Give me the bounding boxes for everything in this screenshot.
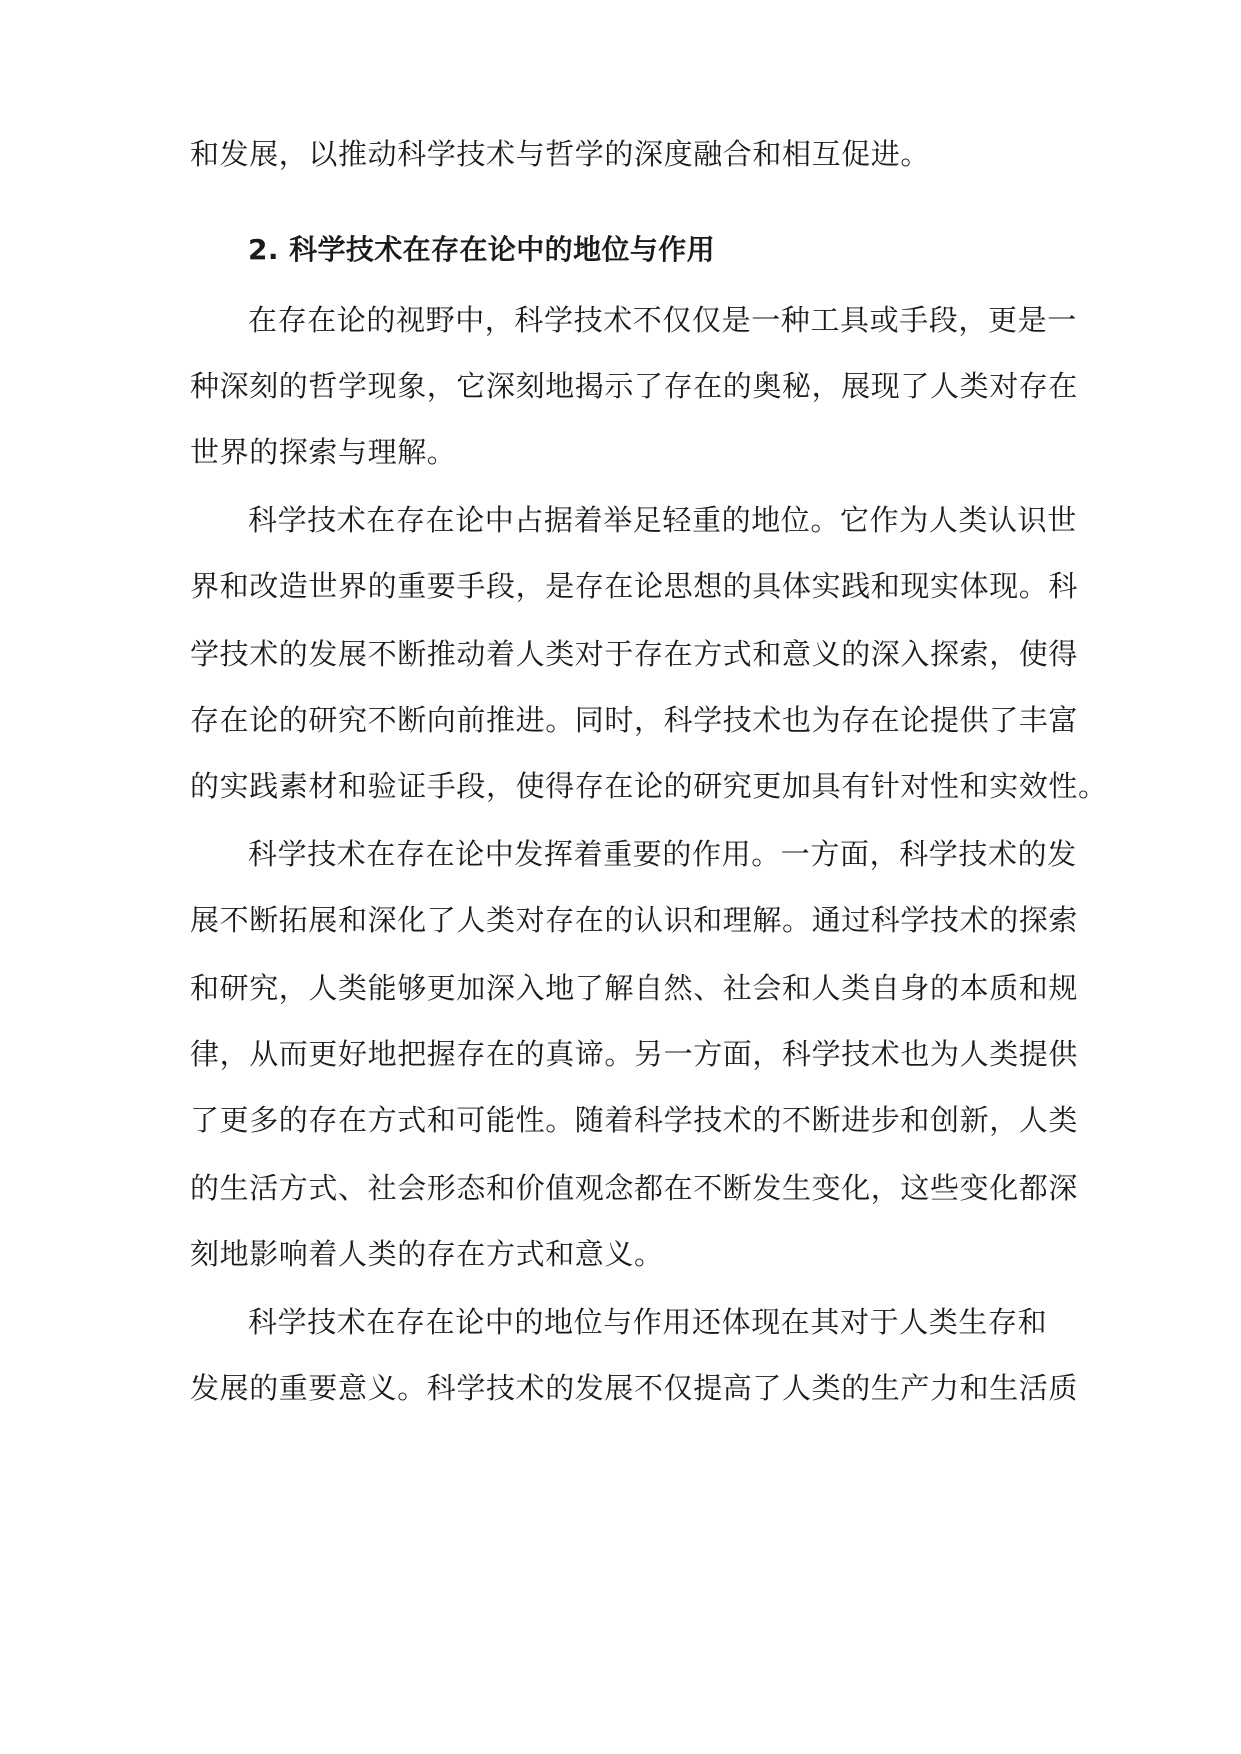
paragraph-line: 了更多的存在方式和可能性。随着科学技术的不断进步和创新，人类 [190, 1103, 1079, 1137]
paragraph-line: 世界的探索与理解。 [190, 435, 457, 469]
paragraph-line: 学技术的发展不断推动着人类对于存在方式和意义的深入探索，使得 [190, 637, 1079, 671]
paragraph-line: 种深刻的哲学现象，它深刻地揭示了存在的奥秘，展现了人类对存在 [190, 369, 1079, 403]
paragraph-line: 界和改造世界的重要手段，是存在论思想的具体实践和现实体现。科 [190, 569, 1079, 603]
paragraph-line: 刻地影响着人类的存在方式和意义。 [190, 1237, 664, 1271]
paragraph-line: 科学技术在存在论中的地位与作用还体现在其对于人类生存和 [248, 1305, 1048, 1339]
paragraph-line: 在存在论的视野中，科学技术不仅仅是一种工具或手段，更是一 [248, 303, 1077, 337]
paragraph-line: 的实践素材和验证手段，使得存在论的研究更加具有针对性和实效性。 [190, 769, 1108, 803]
paragraph-line: 的生活方式、社会形态和价值观念都在不断发生变化，这些变化都深 [190, 1171, 1079, 1205]
paragraph-line: 发展的重要意义。科学技术的发展不仅提高了人类的生产力和生活质 [190, 1371, 1079, 1405]
paragraph-line: 展不断拓展和深化了人类对存在的认识和理解。通过科学技术的探索 [190, 903, 1079, 937]
paragraph-line: 科学技术在存在论中发挥着重要的作用。一方面，科学技术的发 [248, 837, 1077, 871]
paragraph-line: 和发展，以推动科学技术与哲学的深度融合和相互促进。 [190, 137, 931, 171]
paragraph-line: 和研究，人类能够更加深入地了解自然、社会和人类自身的本质和规 [190, 971, 1079, 1005]
section-heading: 2. 科学技术在存在论中的地位与作用 [248, 233, 716, 266]
paragraph-line: 律，从而更好地把握存在的真谛。另一方面，科学技术也为人类提供 [190, 1037, 1079, 1071]
paragraph-line: 存在论的研究不断向前推进。同时，科学技术也为存在论提供了丰富 [190, 703, 1079, 737]
paragraph-line: 科学技术在存在论中占据着举足轻重的地位。它作为人类认识世 [248, 503, 1077, 537]
